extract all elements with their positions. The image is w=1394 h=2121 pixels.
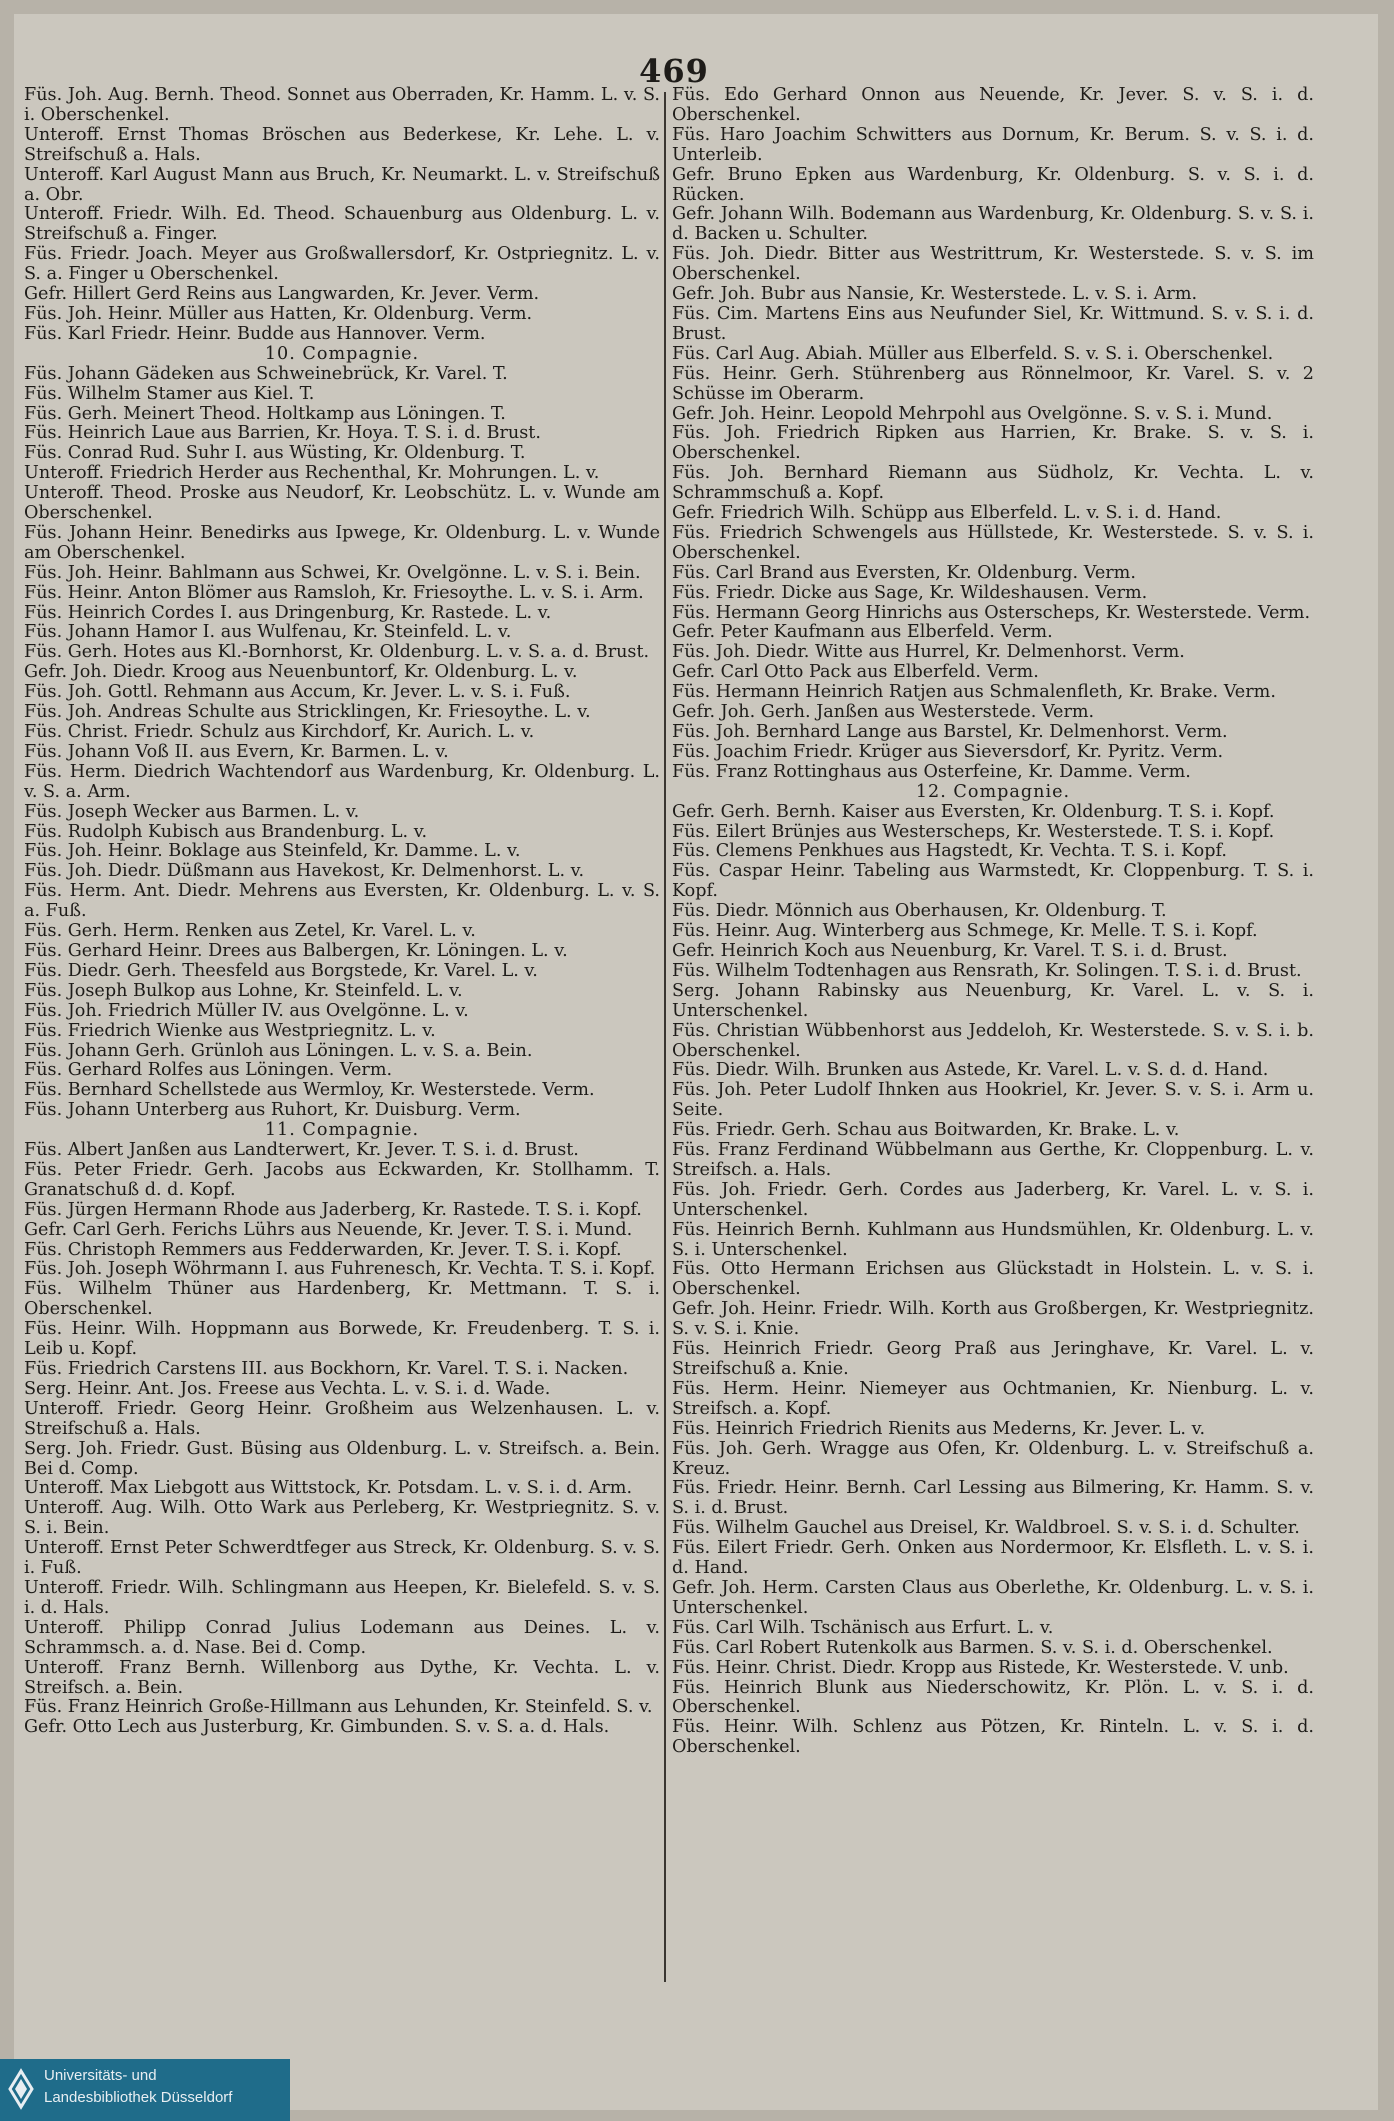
casualty-entry: Füs. Heinr. Wilh. Schlenz aus Pötzen, Kr. Rinteln. L. v. S. i. d. Oberschenkel. [672,1717,1314,1758]
casualty-entry: Füs. Joachim Friedr. Krüger aus Sieversdorf, Kr. Pyritz. Verm. [672,741,1224,762]
casualty-entry: Unteroff. Max Liebgott aus Wittstock, Kr. Potsdam. L. v. S. i. d. Arm. [24,1478,633,1499]
casualty-entry: Füs. Joh. Andreas Schulte aus Stricklingen, Kr. Friesoythe. L. v. [24,702,591,723]
newspaper-page [14,14,1378,2110]
casualty-entry: Gefr. Hillert Gerd Reins aus Langwarden, Kr. Jever. Verm. [24,284,540,305]
casualty-entry: Füs. Carl Wilh. Tschänisch aus Erfurt. L. v. [672,1617,1054,1638]
casualty-entry: Füs. Heinr. Anton Blömer aus Ramsloh, Kr. Friesoythe. L. v. S. i. Arm. [24,582,644,603]
casualty-entry: Füs. Heinrich Blunk aus Niederschowitz, Kr. Plön. L. v. S. i. d. Oberschenkel. [672,1677,1314,1718]
casualty-entry: Füs. Carl Brand aus Eversten, Kr. Oldenburg. Verm. [672,562,1136,583]
casualty-entry: Unteroff. Friedr. Georg Heinr. Großheim aus Welzenhausen. L. v. Streifschuß a. Hals. [24,1398,660,1439]
casualty-entry: Füs. Joh. Peter Ludolf Ihnken aus Hookriel, Kr. Jever. S. v. S. i. Arm u. Seite. [672,1080,1314,1121]
casualty-entry: Füs. Diedr. Gerh. Theesfeld aus Borgstede, Kr. Varel. L. v. [24,960,538,981]
casualty-entry: Füs. Bernhard Schellstede aus Wermloy, Kr. Westerstede. Verm. [24,1080,595,1101]
casualty-entry: Füs. Heinr. Aug. Winterberg aus Schmege, Kr. Melle. T. S. i. Kopf. [672,921,1258,942]
casualty-entry: Unteroff. Friedr. Wilh. Ed. Theod. Schauenburg aus Oldenburg. L. v. Streifschuß a. Finger. [24,204,660,245]
casualty-entry: Füs. Herm. Diedrich Wachtendorf aus Wardenburg, Kr. Oldenburg. L. v. S. a. Arm. [24,761,660,802]
casualty-entry: Füs. Joh. Heinr. Boklage aus Steinfeld, Kr. Damme. L. v. [24,841,521,862]
casualty-entry: Füs. Johann Unterberg aus Ruhort, Kr. Duisburg. Verm. [24,1100,521,1121]
casualty-entry: Füs. Hermann Heinrich Ratjen aus Schmalenfleth, Kr. Brake. Verm. [672,682,1276,703]
casualty-entry: Füs. Joh. Diedr. Bitter aus Westrittrum, Kr. Westerstede. S. v. S. im Oberschenkel. [672,244,1314,285]
casualty-entry: Füs. Joseph Bulkop aus Lohne, Kr. Steinfeld. L. v. [24,980,463,1001]
casualty-entry: Füs. Friedr. Dicke aus Sage, Kr. Wildeshausen. Verm. [672,582,1148,603]
casualty-entry: Füs. Wilhelm Gauchel aus Dreisel, Kr. Waldbroel. S. v. S. i. d. Schulter. [672,1518,1300,1539]
casualty-entry: Gefr. Bruno Epken aus Wardenburg, Kr. Oldenburg. S. v. S. i. d. Rücken. [672,164,1314,205]
casualty-entry: Füs. Carl Robert Rutenkolk aus Barmen. S. v. S. i. d. Oberschenkel. [672,1637,1273,1658]
casualty-entry: Füs. Franz Rottinghaus aus Osterfeine, Kr. Damme. Verm. [672,761,1191,782]
casualty-entry: Füs. Heinr. Gerh. Stührenberg aus Rönnelmoor, Kr. Varel. S. v. 2 Schüsse im Oberarm. [672,363,1314,404]
casualty-entry: Füs. Diedr. Wilh. Brunken aus Astede, Kr. Varel. L. v. S. d. d. Hand. [672,1060,1269,1081]
casualty-entry: Füs. Peter Friedr. Gerh. Jacobs aus Eckwarden, Kr. Stollhamm. T. Granatschuß d. d. Kopf. [24,1159,660,1200]
casualty-entry: Gefr. Otto Lech aus Justerburg, Kr. Gimbunden. S. v. S. a. d. Hals. [24,1717,610,1738]
casualty-entry: Füs. Christian Wübbenhorst aus Jeddeloh, Kr. Westerstede. S. v. S. i. b. Oberschenkel. [672,1020,1314,1061]
casualty-entry: Füs. Conrad Rud. Suhr I. aus Wüsting, Kr. Oldenburg. T. [24,443,526,464]
page-number: 469 [639,52,709,90]
casualty-entry: Füs. Jürgen Hermann Rhode aus Jaderberg, Kr. Rastede. T. S. i. Kopf. [24,1199,642,1220]
casualty-entry: Füs. Christ. Friedr. Schulz aus Kirchdorf, Kr. Aurich. L. v. [24,722,535,742]
casualty-entry: Serg. Heinr. Ant. Jos. Freese aus Vechta. L. v. S. i. d. Wade. [24,1378,551,1399]
casualty-entry: Füs. Gerh. Hotes aus Kl.-Bornhorst, Kr. Oldenburg. L. v. S. a. d. Brust. [24,642,650,663]
library-footer [0,2059,290,2121]
casualty-entry: Füs. Joh. Heinr. Bahlmann aus Schwei, Kr. Ovelgönne. L. v. S. i. Bein. [24,562,641,583]
casualty-entry: Füs. Christoph Remmers aus Fedderwarden, Kr. Jever. T. S. i. Kopf. [24,1239,622,1260]
casualty-entry: Füs. Heinrich Friedr. Georg Praß aus Jeringhave, Kr. Varel. L. v. Streifschuß a. Knie. [672,1339,1314,1379]
casualty-entry: Füs. Johann Voß II. aus Evern, Kr. Barmen. L. v. [24,741,449,762]
casualty-entry: Füs. Joh. Diedr. Witte aus Hurrel, Kr. Delmenhorst. Verm. [672,642,1185,663]
footer-line-2: Landesbibliothek Düsseldorf [44,2089,233,2106]
casualty-entry: Füs. Heinr. Christ. Diedr. Kropp aus Ristede, Kr. Westerstede. V. unb. [672,1657,1289,1678]
casualty-entry: Füs. Johann Heinr. Benedirks aus Ipwege, Kr. Oldenburg. L. v. Wunde am Oberschenkel. [24,522,660,563]
casualty-entry: Gefr. Joh. Heinr. Friedr. Wilh. Korth aus Großbergen, Kr. Westpriegnitz. S. v. S. i. Knie. [672,1299,1314,1340]
casualty-entry: Füs. Franz Ferdinand Wübbelmann aus Gerthe, Kr. Cloppenburg. L. v. Streifsch. a. Hals. [672,1140,1314,1180]
column-divider [664,92,666,1982]
casualty-entry: Füs. Gerh. Meinert Theod. Holtkamp aus Löningen. T. [24,403,506,424]
casualty-entry: Füs. Herm. Ant. Diedr. Mehrens aus Eversten, Kr. Oldenburg. L. v. S. a. Fuß. [24,881,660,922]
casualty-entry: Füs. Eilert Friedr. Gerh. Onken aus Nordermoor, Kr. Elsfleth. L. v. S. i. d. Hand. [672,1538,1314,1579]
casualty-entry: Füs. Friedrich Wienke aus Westpriegnitz. L. v. [24,1020,436,1041]
casualty-entry: Füs. Clemens Penkhues aus Hagstedt, Kr. Vechta. T. S. i. Kopf. [672,841,1228,862]
casualty-entry: Gefr. Joh. Diedr. Kroog aus Neuenbuntorf, Kr. Oldenburg. L. v. [24,662,578,683]
casualty-entry: Füs. Diedr. Mönnich aus Oberhausen, Kr. Oldenburg. T. [672,901,1167,922]
left-column [24,86,660,1986]
casualty-entry: Unteroff. Friedrich Herder aus Rechenthal, Kr. Mohrungen. L. v. [24,463,600,484]
casualty-entry: Füs. Johann Gerh. Grünloh aus Löningen. L. v. S. a. Bein. [24,1040,533,1061]
casualty-entry: Unteroff. Philipp Conrad Julius Lodemann aus Deines. L. v. Schrammsch. a. d. Nase. Bei d. Comp. [24,1617,660,1658]
casualty-entry: Füs. Gerh. Herm. Renken aus Zetel, Kr. Varel. L. v. [24,921,476,942]
casualty-entry: Füs. Joh. Friedrich Ripken aus Harrien, Kr. Brake. S. v. S. i. Oberschenkel. [672,423,1314,464]
casualty-entry: Gefr. Joh. Heinr. Leopold Mehrpohl aus Ovelgönne. S. v. S. i. Mund. [672,403,1273,424]
casualty-entry: Gefr. Carl Gerh. Ferichs Lührs aus Neuende, Kr. Jever. T. S. i. Mund. [24,1219,633,1240]
casualty-entry: Füs. Cim. Martens Eins aus Neufunder Siel, Kr. Wittmund. S. v. S. i. d. Brust. [672,303,1314,344]
casualty-entry: Gefr. Joh. Gerh. Janßen aus Westerstede. Verm. [672,702,1095,723]
casualty-entry: Füs. Heinrich Cordes I. aus Dringenburg, Kr. Rastede. L. v. [24,602,552,623]
casualty-entry: Füs. Gerhard Rolfes aus Löningen. Verm. [24,1060,393,1081]
casualty-entry: Unteroff. Theod. Proske aus Neudorf, Kr. Leobschütz. L. v. Wunde am Oberschenkel. [24,483,660,524]
company-heading: 11. Compagnie. [264,1120,420,1141]
casualty-entry: Füs. Otto Hermann Erichsen aus Glückstadt in Holstein. L. v. S. i. Oberschenkel. [672,1259,1314,1300]
casualty-entry: Gefr. Gerh. Bernh. Kaiser aus Eversten, Kr. Oldenburg. T. S. i. Kopf. [672,801,1275,822]
casualty-entry: Serg. Joh. Friedr. Gust. Büsing aus Oldenburg. L. v. Streifsch. a. Bein. Bei d. Comp. [24,1438,660,1479]
casualty-entry: Unteroff. Ernst Thomas Bröschen aus Bederkese, Kr. Lehe. L. v. Streifschuß a. Hals. [24,124,660,165]
casualty-entry: Gefr. Carl Otto Pack aus Elberfeld. Verm. [672,662,1039,683]
casualty-entry: Füs. Joh. Gottl. Rehmann aus Accum, Kr. Jever. L. v. S. i. Fuß. [24,682,571,703]
casualty-entry: Füs. Rudolph Kubisch aus Brandenburg. L. v. [24,821,428,842]
casualty-entry: Füs. Joh. Heinr. Müller aus Hatten, Kr. Oldenburg. Verm. [24,303,533,324]
casualty-entry: Füs. Gerhard Heinr. Drees aus Balbergen, Kr. Löningen. L. v. [24,940,568,961]
casualty-entry: Füs. Joh. Gerh. Wragge aus Ofen, Kr. Oldenburg. L. v. Streifschuß a. Kreuz. [672,1438,1314,1479]
casualty-entry: Füs. Wilhelm Todtenhagen aus Rensrath, Kr. Solingen. T. S. i. d. Brust. [672,960,1302,981]
casualty-entry: Füs. Heinrich Bernh. Kuhlmann aus Hundsmühlen, Kr. Oldenburg. L. v. S. i. Unterschenkel. [672,1219,1314,1260]
casualty-entry: Füs. Friedrich Carstens III. aus Bockhorn, Kr. Varel. T. S. i. Nacken. [24,1359,629,1379]
casualty-entry: Füs. Herm. Heinr. Niemeyer aus Ochtmanien, Kr. Nienburg. L. v. Streifsch. a. Kopf. [672,1378,1314,1419]
casualty-entry: Füs. Heinrich Friedrich Rienits aus Mederns, Kr. Jever. L. v. [672,1418,1206,1439]
casualty-entry: Füs. Friedrich Schwengels aus Hüllstede, Kr. Westerstede. S. v. S. i. Oberschenkel. [672,522,1314,563]
casualty-entry: Füs. Eilert Brünjes aus Westerscheps, Kr. Westerstede. T. S. i. Kopf. [672,821,1275,842]
casualty-entry: Füs. Karl Friedr. Heinr. Budde aus Hannover. Verm. [24,323,486,344]
casualty-entry: Füs. Friedr. Joach. Meyer aus Großwallersdorf, Kr. Ostpriegnitz. L. v. S. a. Finger u Oberschenkel. [24,244,660,285]
casualty-entry: Füs. Heinrich Laue aus Barrien, Kr. Hoya. T. S. i. d. Brust. [24,423,541,444]
casualty-entry: Füs. Wilhelm Thüner aus Hardenberg, Kr. Mettmann. T. S. i. Oberschenkel. [24,1279,660,1320]
casualty-entry: Unteroff. Franz Bernh. Willenborg aus Dythe, Kr. Vechta. L. v. Streifsch. a. Bein. [24,1657,660,1698]
right-column [672,86,1314,1986]
casualty-entry: Füs. Carl Aug. Abiah. Müller aus Elberfeld. S. v. S. i. Oberschenkel. [672,343,1274,364]
casualty-entry: Gefr. Joh. Bubr aus Nansie, Kr. Westerstede. L. v. S. i. Arm. [672,284,1198,305]
casualty-entry: Unteroff. Karl August Mann aus Bruch, Kr. Neumarkt. L. v. Streifschuß a. Obr. [24,164,660,205]
casualty-entry: Füs. Wilhelm Stamer aus Kiel. T. [24,383,315,404]
ulb-logo-icon [6,2067,36,2111]
company-heading: 12. Compagnie. [915,781,1071,802]
casualty-entry: Füs. Joh. Bernhard Riemann aus Südholz, Kr. Vechta. L. v. Schrammschuß a. Kopf. [672,463,1314,504]
casualty-entry: Füs. Heinr. Wilh. Hoppmann aus Borwede, Kr. Freudenberg. T. S. i. Leib u. Kopf. [24,1319,660,1360]
casualty-entry: Füs. Joh. Joseph Wöhrmann I. aus Fuhrenesch, Kr. Vechta. T. S. i. Kopf. [24,1259,656,1280]
casualty-entry: Unteroff. Friedr. Wilh. Schlingmann aus Heepen, Kr. Bielefeld. S. v. S. i. d. Hals. [24,1577,660,1618]
casualty-entry: Füs. Haro Joachim Schwitters aus Dornum, Kr. Berum. S. v. S. i. d. Unterleib. [672,124,1314,165]
company-heading: 10. Compagnie. [264,343,420,364]
casualty-entry: Füs. Joseph Wecker aus Barmen. L. v. [24,801,360,822]
casualty-entry: Füs. Joh. Diedr. Düßmann aus Havekost, Kr. Delmenhorst. L. v. [24,861,585,882]
casualty-entry: Gefr. Joh. Herm. Carsten Claus aus Oberlethe, Kr. Oldenburg. L. v. S. i. Unterschenkel. [672,1577,1314,1618]
casualty-entry: Füs. Joh. Aug. Bernh. Theod. Sonnet aus Oberraden, Kr. Hamm. L. v. S. i. Oberschenkel. [24,86,660,125]
casualty-entry: Füs. Edo Gerhard Onnon aus Neuende, Kr. Jever. S. v. S. i. d. Oberschenkel. [672,86,1314,125]
casualty-entry: Unteroff. Ernst Peter Schwerdtfeger aus Streck, Kr. Oldenburg. S. v. S. i. Fuß. [24,1538,660,1579]
casualty-entry: Füs. Albert Janßen aus Landterwert, Kr. Jever. T. S. i. d. Brust. [24,1140,579,1161]
casualty-entry: Serg. Johann Rabinsky aus Neuenburg, Kr. Varel. L. v. S. i. Unterschenkel. [672,980,1314,1021]
casualty-entry: Gefr. Friedrich Wilh. Schüpp aus Elberfeld. L. v. S. i. d. Hand. [672,503,1222,524]
casualty-entry: Gefr. Heinrich Koch aus Neuenburg, Kr. Varel. T. S. i. d. Brust. [672,940,1228,961]
footer-line-1: Universitäts- und [44,2067,157,2084]
casualty-entry: Füs. Caspar Heinr. Tabeling aus Warmstedt, Kr. Cloppenburg. T. S. i. Kopf. [672,861,1314,902]
casualty-entry: Füs. Joh. Bernhard Lange aus Barstel, Kr. Delmenhorst. Verm. [672,722,1228,742]
casualty-entry: Füs. Hermann Georg Hinrichs aus Osterscheps, Kr. Westerstede. Verm. [672,602,1311,623]
casualty-entry: Füs. Friedr. Heinr. Bernh. Carl Lessing aus Bilmering, Kr. Hamm. S. v. S. i. d. Brust. [672,1478,1314,1519]
casualty-entry: Füs. Joh. Friedrich Müller IV. aus Ovelgönne. L. v. [24,1000,469,1021]
casualty-entry: Füs. Johann Hamor I. aus Wulfenau, Kr. Steinfeld. L. v. [24,622,512,643]
casualty-entry: Füs. Joh. Friedr. Gerh. Cordes aus Jaderberg, Kr. Varel. L. v. S. i. Unterschenkel. [672,1179,1314,1220]
casualty-entry: Unteroff. Aug. Wilh. Otto Wark aus Perleberg, Kr. Westpriegnitz. S. v. S. i. Bein. [24,1498,660,1539]
casualty-entry: Gefr. Peter Kaufmann aus Elberfeld. Verm. [672,622,1053,643]
casualty-entry: Gefr. Johann Wilh. Bodemann aus Wardenburg, Kr. Oldenburg. S. v. S. i. d. Backen u. Schulter. [672,204,1314,245]
casualty-entry: Füs. Friedr. Gerh. Schau aus Boitwarden, Kr. Brake. L. v. [672,1120,1180,1141]
casualty-entry: Füs. Franz Heinrich Große-Hillmann aus Lehunden, Kr. Steinfeld. S. v. [24,1697,653,1718]
casualty-entry: Füs. Johann Gädeken aus Schweinebrück, Kr. Varel. T. [24,363,508,384]
